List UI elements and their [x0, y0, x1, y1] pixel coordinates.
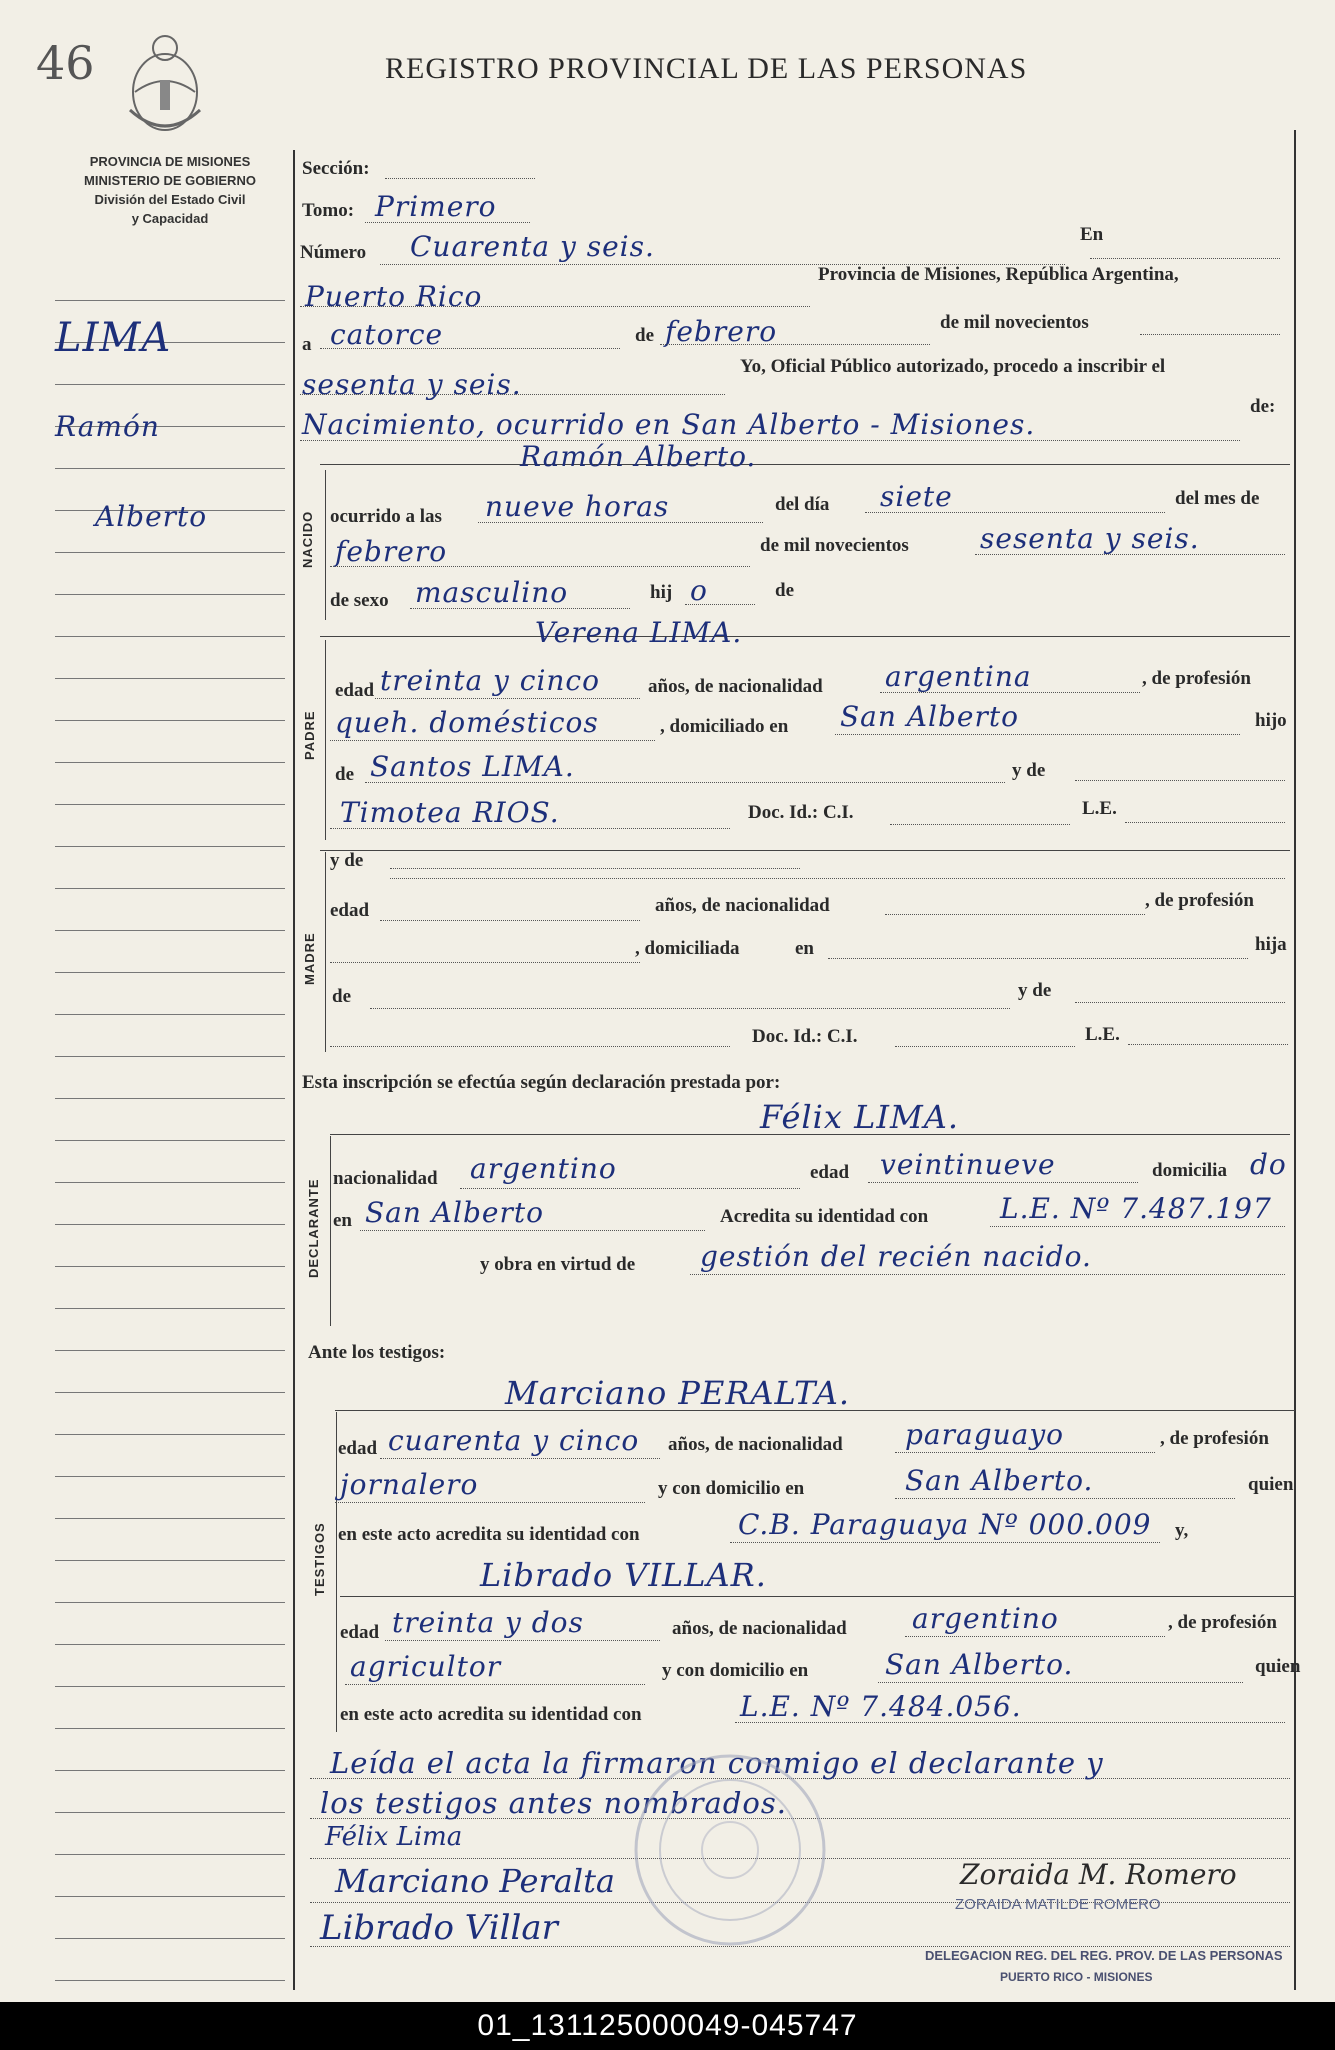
t2-prof-value: agricultor — [350, 1650, 502, 1683]
org-line4: y Capacidad — [131, 211, 209, 226]
acredita-label: Acredita su identidad con — [720, 1206, 929, 1227]
domicilia-label: domicilia — [1152, 1160, 1227, 1181]
edad2-label: edad — [330, 900, 370, 921]
mes-nac-line — [330, 566, 750, 567]
margin-rule — [55, 1182, 285, 1183]
padre-edad-value: treinta y cinco — [380, 664, 600, 697]
mes-nac-value: febrero — [335, 535, 448, 568]
abuela-line — [330, 828, 730, 829]
margin-rule — [55, 1686, 285, 1687]
seccion-label: Sección: — [302, 158, 370, 179]
t1-nac-value: paraguayo — [905, 1418, 1065, 1451]
anio-line — [300, 394, 725, 395]
t1-dom-value: San Alberto. — [905, 1464, 1094, 1497]
del-dia-label: del día — [775, 494, 830, 515]
nacido-side-rule — [325, 470, 326, 620]
ocurrido-label: ocurrido a las — [330, 506, 442, 527]
anios-nac4-label: años, de nacionalidad — [668, 1434, 843, 1455]
dia-value: catorce — [330, 318, 444, 351]
de-mil-line — [1140, 334, 1280, 335]
le-line — [1125, 822, 1285, 823]
a-label: a — [302, 334, 312, 355]
doc-id2-label: Doc. Id.: C.I. — [752, 1026, 858, 1047]
deleg-stamp-line1: DELEGACION REG. DEL REG. PROV. DE LAS PERSONAS — [925, 1948, 1283, 1963]
madre-prof-line — [330, 962, 640, 963]
doc-id-label: Doc. Id.: C.I. — [748, 802, 854, 823]
margin-rule — [55, 762, 285, 763]
padre-label: PADRE — [302, 710, 317, 760]
dia-nac-line — [865, 512, 1165, 513]
acto-line — [300, 440, 1240, 441]
margin-rule — [55, 972, 285, 973]
margin-rule — [55, 930, 285, 931]
y-de-label: y de — [1012, 760, 1046, 781]
hora-value: nueve horas — [485, 490, 670, 523]
de-profesion2-label: , de profesión — [1145, 890, 1254, 911]
t1-prof-value: jornalero — [340, 1468, 479, 1501]
margin-rule — [55, 1896, 285, 1897]
con-domicilio-label: y con domicilio en — [658, 1478, 805, 1499]
t1-edad-value: cuarenta y cinco — [388, 1424, 640, 1457]
de-profesion-label: , de profesión — [1142, 668, 1251, 689]
hijo-label: hijo — [1255, 710, 1287, 731]
margin-rule — [55, 804, 285, 805]
madre-dom-line — [828, 958, 1248, 959]
de-profesion5-label: , de profesión — [1168, 1612, 1277, 1633]
margin-rule — [55, 384, 285, 385]
dia-nac-value: siete — [880, 480, 953, 513]
t2-doc-line — [735, 1722, 1285, 1723]
margin-rule — [55, 1056, 285, 1057]
en3-label: en — [333, 1210, 352, 1231]
del-mes-label: del mes de — [1175, 488, 1260, 509]
margin-rule — [55, 300, 285, 301]
y-de2-label: y de — [330, 850, 364, 871]
closing-line2: los testigos antes nombrados. — [320, 1786, 787, 1820]
padre-dom-line — [835, 734, 1240, 735]
edad4-label: edad — [338, 1438, 378, 1459]
margin-rule — [55, 1938, 285, 1939]
margin-rule — [55, 1266, 285, 1267]
testigo1-value: Marciano PERALTA. — [505, 1374, 851, 1412]
yo-text: Yo, Oficial Público autorizado, procedo a inscribir el — [740, 356, 1166, 377]
le-label: L.E. — [1082, 798, 1117, 819]
acredita3-label: en este acto acredita su identidad con — [340, 1704, 642, 1725]
de2-label: de — [775, 580, 794, 601]
t1-doc-value: C.B. Paraguaya Nº 000.009 — [738, 1508, 1152, 1541]
padre-top-rule — [320, 636, 1290, 637]
le2-label: L.E. — [1085, 1024, 1120, 1045]
madre-label: MADRE — [302, 932, 317, 985]
numero-value: Cuarenta y seis. — [410, 230, 655, 263]
t1-edad-line — [380, 1458, 660, 1459]
org-line2: MINISTERIO DE GOBIERNO — [84, 173, 256, 188]
margin-rule — [55, 594, 285, 595]
margin-rule — [55, 1014, 285, 1015]
hij-label: hij — [650, 582, 673, 603]
testigos-side-rule — [336, 1412, 337, 1732]
en-line — [1090, 258, 1280, 259]
margin-rule — [55, 1308, 285, 1309]
decl-edad-value: veintinueve — [880, 1148, 1056, 1181]
margin-rule — [55, 1602, 285, 1603]
margin-rule — [55, 1644, 285, 1645]
doc-id2-line — [895, 1046, 1075, 1047]
edad-label: edad — [335, 680, 375, 701]
y-de2-line — [390, 868, 800, 869]
t2-nac-line — [905, 1636, 1165, 1637]
dia-line — [320, 348, 620, 349]
madre-top-rule — [320, 850, 1290, 851]
margin-rule — [55, 1350, 285, 1351]
nombre-value: Ramón Alberto. — [520, 440, 757, 473]
en-label: En — [1080, 224, 1104, 245]
y-de3-line — [1075, 1002, 1285, 1003]
seccion-line — [385, 178, 535, 179]
lugar-line — [300, 306, 810, 307]
deleg-stamp-line2: PUERTO RICO - MISIONES — [1000, 1970, 1153, 1984]
decl-dom-suffix: do — [1250, 1148, 1287, 1181]
margin-rule — [55, 1392, 285, 1393]
sexo-value: masculino — [415, 576, 569, 609]
de-label: de — [635, 325, 654, 346]
tomo-line — [365, 222, 530, 223]
right-vertical-rule — [1294, 130, 1296, 1990]
page-title: REGISTRO PROVINCIAL DE LAS PERSONAS — [385, 52, 1028, 85]
de4-line — [370, 1008, 1010, 1009]
hija-label: hija — [1255, 934, 1287, 955]
t2-dom-line — [878, 1682, 1243, 1683]
padre-prof-line — [330, 740, 655, 741]
declarante-side-rule — [330, 1136, 331, 1326]
t1-prof-line — [335, 1502, 645, 1503]
t1-doc-line — [730, 1542, 1160, 1543]
padre-nac-line — [880, 692, 1140, 693]
margin-rule — [55, 552, 285, 553]
nacido-top-rule — [320, 464, 1290, 465]
margin-rule — [55, 1728, 285, 1729]
hij-suffix: o — [690, 574, 708, 607]
mes-line — [660, 344, 930, 345]
decl-nac-value: argentino — [470, 1152, 617, 1185]
margin-rule — [55, 1476, 285, 1477]
abuela-value: Timotea RIOS. — [340, 796, 560, 829]
t1-nac-line — [895, 1452, 1155, 1453]
t2-prof-line — [345, 1684, 645, 1685]
margin-second-name: Alberto — [95, 500, 208, 533]
margin-rule — [55, 1434, 285, 1435]
declarante-value: Félix LIMA. — [760, 1098, 960, 1136]
signature-official: Zoraida M. Romero — [960, 1858, 1237, 1891]
le2-line — [1128, 1044, 1288, 1045]
t2-dom-value: San Alberto. — [885, 1648, 1074, 1681]
t2-doc-value: L.E. Nº 7.484.056. — [740, 1690, 1022, 1723]
abuelo-value: Santos LIMA. — [370, 750, 575, 783]
testigo2-value: Librado VILLAR. — [480, 1556, 767, 1594]
quien2-label: quien — [1255, 1656, 1301, 1677]
acto-value: Nacimiento, ocurrido en San Alberto - Misiones. — [302, 408, 1036, 441]
decl-dom-line — [360, 1230, 705, 1231]
margin-rule — [55, 468, 285, 469]
decl-doc-value: L.E. Nº 7.487.197 — [1000, 1192, 1272, 1225]
decl-virtud-value: gestión del recién nacido. — [700, 1240, 1092, 1273]
doc-id-line — [890, 824, 1070, 825]
decl-edad-line — [868, 1182, 1138, 1183]
quien-label: quien — [1248, 1474, 1294, 1495]
org-line3: División del Estado Civil — [94, 192, 246, 207]
closing-line1: Leída el acta la firmaron conmigo el declarante y — [330, 1746, 1104, 1780]
de-profesion4-label: , de profesión — [1160, 1428, 1269, 1449]
margin-rule — [55, 1770, 285, 1771]
anios-nac2-label: años, de nacionalidad — [655, 895, 830, 916]
de-mil-label: de mil novecientos — [940, 312, 1089, 333]
madre-side-rule — [325, 852, 326, 1052]
margin-rule — [55, 846, 285, 847]
t2-edad-line — [385, 1640, 660, 1641]
sexo-line — [410, 608, 630, 609]
domiciliada-label: , domiciliada — [635, 938, 740, 959]
anio-nac-line — [975, 554, 1285, 555]
margin-rule — [55, 720, 285, 721]
margin-rule — [55, 888, 285, 889]
declarante-label: DECLARANTE — [306, 1178, 321, 1278]
madre-nac-line — [885, 914, 1145, 915]
hora-line — [478, 522, 763, 523]
margin-rule — [55, 1812, 285, 1813]
padre-side-rule — [325, 640, 326, 840]
y-de3-label: y de — [1018, 980, 1052, 1001]
madre-doc-line — [330, 1046, 730, 1047]
acredita2-label: en este acto acredita su identidad con — [338, 1524, 640, 1545]
tomo-label: Tomo: — [302, 200, 355, 221]
anios-nac-label: años, de nacionalidad — [648, 676, 823, 697]
org-line1: PROVINCIA DE MISIONES — [89, 154, 251, 169]
con-domicilio2-label: y con domicilio en — [662, 1660, 809, 1681]
decl-dom-value: San Alberto — [365, 1196, 544, 1229]
provincia-text: Provincia de Misiones, República Argentina, — [818, 264, 1179, 285]
tomo-value: Primero — [375, 190, 497, 223]
signature-librado: Librado Villar — [320, 1908, 558, 1948]
decl-doc-line — [990, 1226, 1285, 1227]
abuelo-line — [365, 782, 1005, 783]
anio-nac-value: sesenta y seis. — [980, 522, 1200, 555]
mes-value: febrero — [665, 315, 778, 348]
round-seal-icon — [630, 1750, 830, 1950]
anio-value: sesenta y seis. — [302, 368, 522, 401]
de-colon-label: de: — [1250, 396, 1276, 417]
ante-testigos-label: Ante los testigos: — [308, 1342, 446, 1363]
signature-marciano: Marciano Peralta — [335, 1862, 615, 1900]
main-vertical-rule — [293, 150, 295, 1990]
domiciliado-label: , domiciliado en — [660, 716, 789, 737]
testigos-label: TESTIGOS — [312, 1522, 327, 1596]
de3-label: de — [335, 764, 354, 785]
padre-prof-value: queh. domésticos — [335, 706, 599, 739]
file-id-footer: 01_131125000049-045747 — [0, 2002, 1335, 2050]
decl-virtud-line — [690, 1274, 1285, 1275]
page-number: 46 — [36, 36, 95, 90]
official-name-stamp: ZORAIDA MATILDE ROMERO — [955, 1896, 1161, 1913]
en2-label: en — [795, 938, 814, 959]
nacionalidad-label: nacionalidad — [333, 1168, 438, 1189]
margin-rule — [55, 1518, 285, 1519]
nacido-label: NACIDO — [300, 510, 315, 568]
org-block — [55, 152, 285, 228]
coat-of-arms-icon — [120, 30, 210, 140]
decl-nac-line — [460, 1188, 800, 1189]
margin-rule — [55, 1140, 285, 1141]
margin-rule — [55, 1224, 285, 1225]
margin-surname: LIMA — [55, 315, 172, 361]
hij-line — [685, 604, 755, 605]
de4-label: de — [332, 986, 351, 1007]
lugar-value: Puerto Rico — [305, 280, 483, 313]
padre-dom-value: San Alberto — [840, 700, 1019, 733]
signature-felix: Félix Lima — [325, 1822, 463, 1852]
margin-first-name: Ramón — [55, 410, 160, 443]
margin-rule — [55, 636, 285, 637]
edad2-line — [380, 920, 640, 921]
padre-nac-value: argentina — [885, 660, 1032, 693]
margin-rule — [55, 1854, 285, 1855]
madre-extra-line — [390, 878, 1285, 879]
testigo2-top-rule — [340, 1596, 1295, 1597]
t2-nac-value: argentino — [912, 1602, 1059, 1635]
t1-dom-line — [895, 1498, 1235, 1499]
margin-rule — [55, 1098, 285, 1099]
de-sexo-label: de sexo — [330, 590, 389, 611]
de-mil2-label: de mil novecientos — [760, 535, 909, 556]
declaracion-text: Esta inscripción se efectúa según declaración prestada por: — [302, 1072, 781, 1093]
numero-label: Número — [300, 242, 367, 263]
anios-nac5-label: años, de nacionalidad — [672, 1618, 847, 1639]
margin-rule — [55, 1560, 285, 1561]
margin-rule — [55, 678, 285, 679]
padre-nombre-value: Verena LIMA. — [535, 616, 743, 649]
y-obra-label: y obra en virtud de — [480, 1254, 636, 1275]
edad5-label: edad — [340, 1622, 380, 1643]
padre-edad-line — [375, 698, 640, 699]
edad3-label: edad — [810, 1162, 850, 1183]
t2-edad-value: treinta y dos — [392, 1606, 584, 1639]
y-de-line — [1075, 780, 1285, 781]
y-comma-label: y, — [1175, 1520, 1189, 1541]
margin-rule — [55, 1980, 285, 1981]
